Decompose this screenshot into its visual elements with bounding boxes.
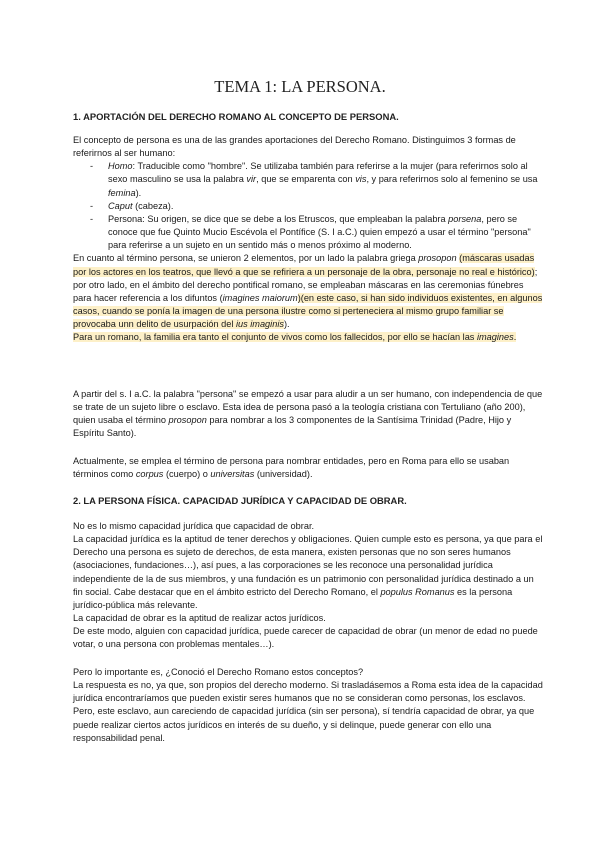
page-title: TEMA 1: LA PERSONA. <box>214 77 386 96</box>
text-run: ; por otro lado, en el ámbito del derecho pontifical romano, se empleaban máscaras en las ceremonias fúnebres para hacer referencia a los difuntos ( <box>73 266 538 303</box>
list-dash: - <box>90 200 94 211</box>
text-run: )(en este caso, si han sido individuos existentes, en algunos casos, cuando se ponía la imagen de una persona ilustre como si perteneciera al mismo grupo familiar se provocaba unn delito de usurpación del <box>73 292 543 330</box>
term-homo: Homo <box>108 161 133 172</box>
list-item-caput <box>73 200 543 213</box>
text-run: Actualmente, se emplea el término de persona para nombrar entidades, pero en Roma para ello se usaban términos como <box>73 456 510 480</box>
text-run: La capacidad jurídica es la aptitud de tener derechos y obligaciones. Quien cumple esto es persona, ya que para el Derecho una persona es sujeto de derechos, de esta manera, existen personas que no son seres humanos (asociaciones, fundaciones…), así pues, a las corporaciones se les reconoce una personalidad jurídica independiente de la de sus miembros, y una fundación es un patrimonio con personalidad jurídica destinado a un fin social. Cabe destacar que en el ámbito estricto del Derecho Romano, el <box>73 534 543 597</box>
term-porsena: porsena <box>448 213 482 224</box>
list-item-homo <box>73 160 543 199</box>
text-run: , pero se conoce que fue Quinto Mucio Escévola el Pontífice (S. I a.C.) quien empezó a usar el término "persona" para referirse a un sujeto en un sentido más o menos próximo al moderno. <box>108 213 531 251</box>
highlight <box>73 332 516 342</box>
list-dash: - <box>90 161 94 172</box>
term-femina: femina <box>108 187 136 198</box>
text-run: A partir del s. I a.C. la palabra "persona" se empezó a usar para aludir a un ser humano, con independencia de que se trate de un sujeto libre o esclavo. Esta idea de persona pasó a la teología cristiana con Tertuliano (año 200), quien usaba el término <box>73 389 543 426</box>
text-run: (cabeza). <box>132 200 174 211</box>
term-populus-romanus: populus Romanus <box>380 586 455 597</box>
term-universitas: universitas <box>210 469 255 480</box>
text-run: . <box>513 332 517 343</box>
term-imagines-maiorum: imagines maiorum <box>222 292 298 303</box>
section-1-heading: 1. APORTACIÓN DEL DERECHO ROMANO AL CONCEPTO DE PERSONA. <box>73 111 399 122</box>
line-no-es-lo-mismo: No es lo mismo capacidad jurídica que capacidad de obrar. <box>73 521 315 531</box>
paragraph-actualmente <box>73 455 543 481</box>
section-2-body <box>73 520 543 652</box>
question-line: Pero lo importante es, ¿Conoció el Derecho Romano estos conceptos? <box>73 667 364 677</box>
list-dash: - <box>90 213 94 224</box>
text-run: ). <box>135 187 142 198</box>
text-run: ). <box>283 319 290 330</box>
section-2-final <box>73 666 543 745</box>
text-run: En cuanto al término persona, se unieron 2 elementos, por un lado la palabra griega <box>73 253 419 264</box>
term-corpus: corpus <box>135 469 164 480</box>
person-terms-list <box>73 160 543 252</box>
paragraph-de-este-modo: De este modo, alguien con capacidad jurídica, puede carecer de capacidad de obrar (un menor de edad no puede votar, o una persona con problemas mentales…). <box>73 626 538 650</box>
paragraph-family-highlight <box>73 331 543 344</box>
term-ius-imaginis: ius imaginis <box>235 319 284 330</box>
text-run: Para un romano, la familia era tanto el conjunto de vivos como los fallecidos, por ello se hacían las <box>73 332 477 343</box>
term-caput: Caput <box>108 200 133 211</box>
term-prosopon: prosopon <box>168 415 207 426</box>
text-run: para nombrar a los 3 componentes de la Santísima Trinidad (Padre, Hijo y Espíritu Santo). <box>73 415 512 439</box>
term-vis: vis <box>355 174 367 185</box>
term-prosopon: prosopon <box>418 253 457 264</box>
section-1-intro: El concepto de persona es una de las grandes aportaciones del Derecho Romano. Distinguimos 3 formas de referirnos al ser humano: <box>73 135 516 159</box>
text-run: (universidad). <box>254 469 313 480</box>
text-run: , y para referirnos solo al femenino se usa <box>366 174 538 185</box>
paragraph-prosopon <box>73 252 543 331</box>
paragraph-tertuliano <box>73 388 543 441</box>
paragraph-capacidad-juridica <box>73 533 543 612</box>
text-run: : Traducible como "hombre". Se utilizaba también para referirse a la mujer (para referirnos solo al sexo masculino se usa la palabra <box>108 161 528 185</box>
text-run: Persona: Su origen, se dice que se debe a los Etruscos, que empleaban la palabra <box>108 213 449 224</box>
section-2-heading: 2. LA PERSONA FÍSICA. CAPACIDAD JURÍDICA Y CAPACIDAD DE OBRAR. <box>73 495 407 506</box>
section-1-body <box>73 134 543 345</box>
answer-paragraph: La respuesta es no, ya que, son propios del derecho moderno. Si trasladásemos a Roma esta idea de la capacidad jurídica encontraríamos que pueden existir seres humanos que no se consideran como personas, los esclavos. Pero, este esclavo, aun careciendo de capacidad jurídica (sin ser persona), sí tendría capacidad de obrar, ya que puede realizar ciertos actos jurídicos en interés de su dueño, y si delinque, puede generar con ello una responsabilidad penal. <box>73 680 543 743</box>
term-imagines: imagines <box>476 332 514 343</box>
line-capacidad-obrar: La capacidad de obrar es la aptitud de realizar actos jurídicos. <box>73 613 326 624</box>
text-run: (cuerpo) o <box>163 469 211 480</box>
text-run: , que se emparenta con <box>256 174 356 185</box>
term-vir: vir <box>246 174 257 185</box>
text-run: es la persona jurídico-pública más relevante. <box>73 586 513 610</box>
list-item-persona <box>73 213 543 252</box>
highlight: (máscaras usadas por los actores en los teatros, que llevó a que se refiriera a un personaje de la obra, personaje no real e histórico) <box>73 253 535 277</box>
